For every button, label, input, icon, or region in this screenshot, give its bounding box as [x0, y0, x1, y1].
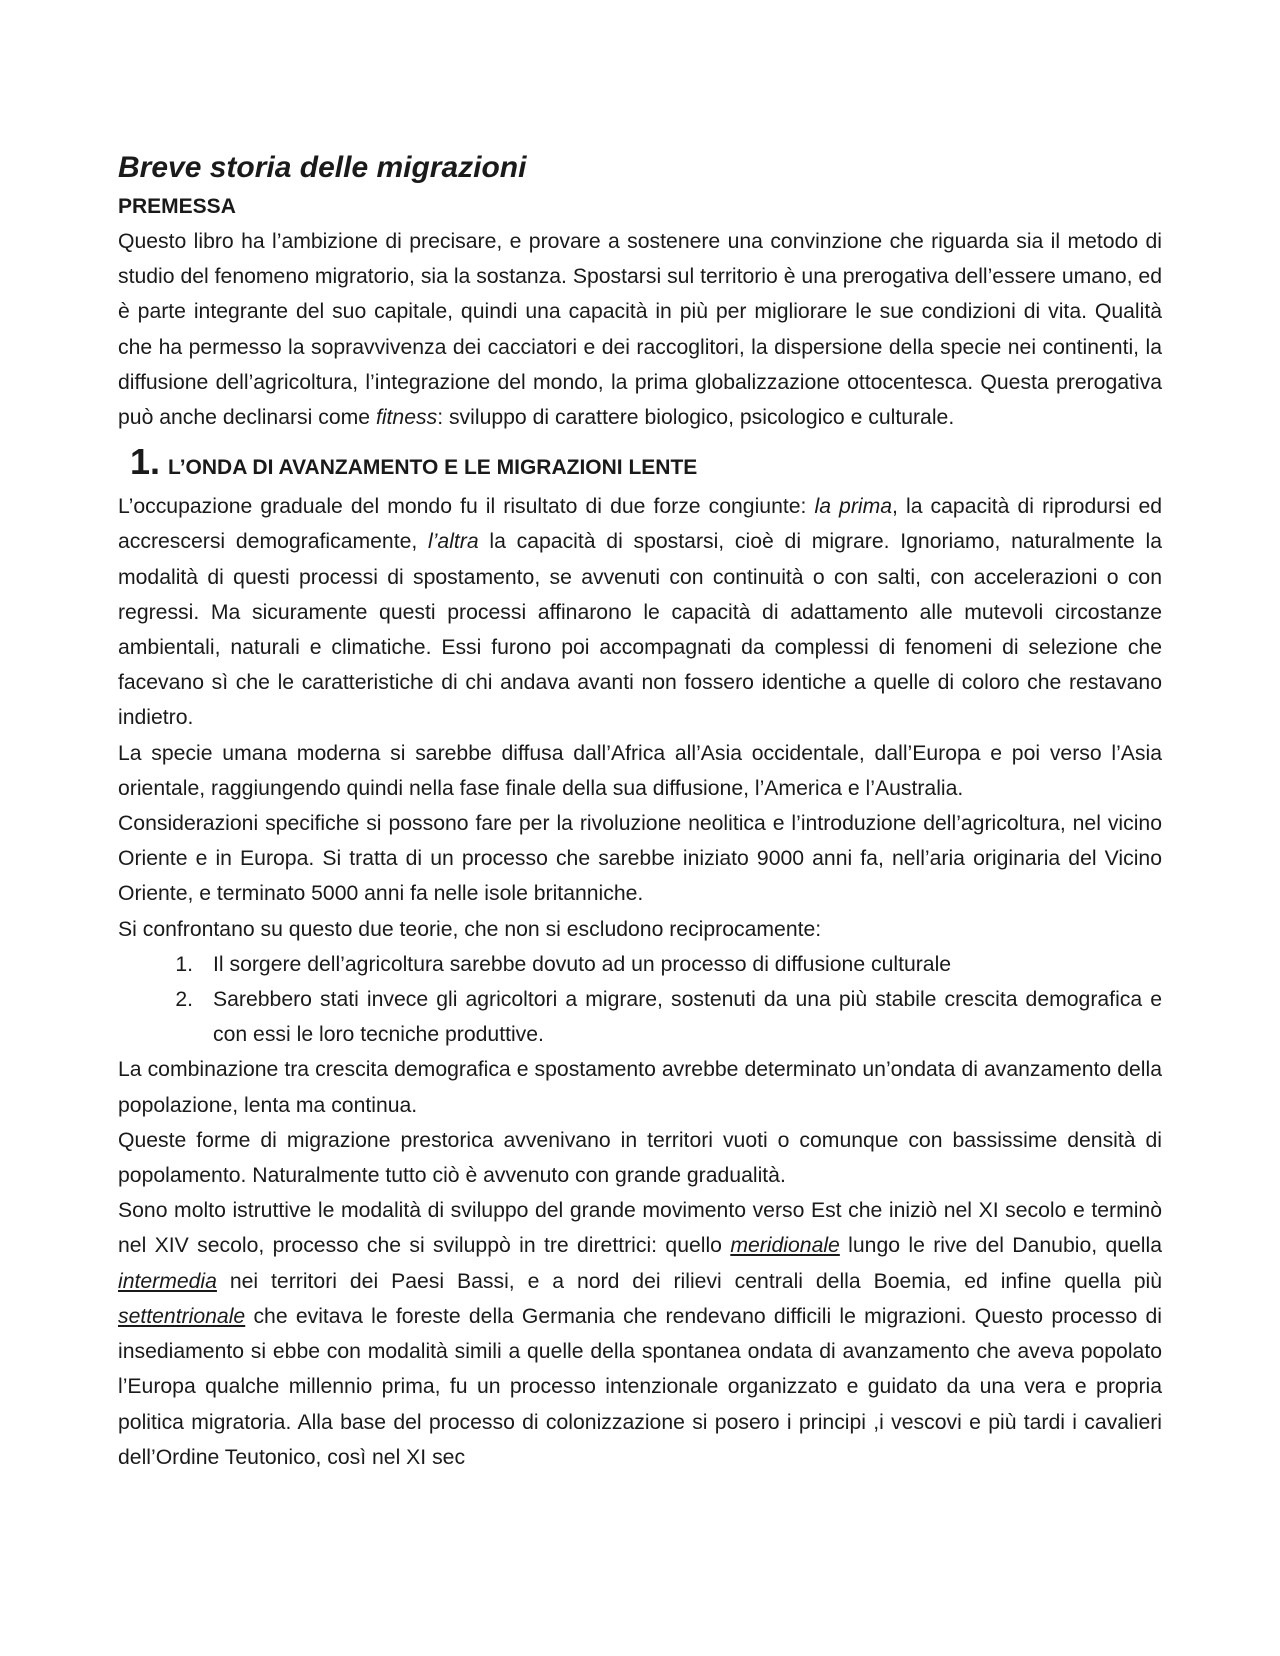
list-item-text: Il sorgere dell’agricoltura sarebbe dovuto ad un processo di diffusione culturale	[213, 952, 952, 976]
section-1-paragraph-2: La specie umana moderna si sarebbe diffusa dall’Africa all’Asia occidentale, dall’Europa e poi verso l’Asia orientale, raggiungendo quindi nella fase finale della sua diffusione, l’America e l’Australia.	[118, 741, 1162, 800]
list-item-number: 1.	[175, 952, 193, 976]
p1-text-a: L’occupazione graduale del mondo fu il risultato di due forze congiunte:	[118, 495, 815, 519]
section-1-number: 1.	[130, 441, 161, 483]
list-item-number: 2.	[175, 988, 193, 1012]
p7-text-a: Sono molto istruttive le modalità di sviluppo del grande movimento verso Est che iniziò nel XI secolo e terminò nel XIV secolo, processo che si sviluppò in tre direttrici: quello	[118, 1199, 1162, 1258]
intermedia-term: intermedia	[118, 1269, 217, 1293]
section-1-paragraph-5: La combinazione tra crescita demografica e spostamento avrebbe determinato un’ondata di avanzamento della popolazione, lenta ma continua.	[118, 1058, 1162, 1117]
section-1-paragraph-3: Considerazioni specifiche si possono fare per la rivoluzione neolitica e l’introduzione dell’agricoltura, nel vicino Oriente e in Europa. Si tratta di un processo che sarebbe iniziato 9000 anni fa, nell’aria originaria del Vicino Oriente, e terminato 5000 anni fa nelle isole britanniche.	[118, 812, 1162, 906]
premessa-heading: PREMESSA	[118, 195, 236, 218]
section-1-paragraph-7	[118, 1193, 1162, 1475]
premessa-text-2: : sviluppo di carattere biologico, psicologico e culturale.	[437, 406, 955, 430]
p1-text-c: la capacità di spostarsi, cioè di migrare. Ignoriamo, naturalmente la modalità di questi processi di spostamento, se avvenuti con continuità o con salti, con accelerazioni o con regressi. Ma sicuramente questi processi affinarono le capacità di adattamento alle mutevoli circostanze ambientali, naturali e climatiche. Essi furono poi accompagnati da complessi di fenomeni di selezione che facevano sì che le caratteristiche di chi andava avanti non fossero identiche a quelle di coloro che restavano indietro.	[118, 530, 1162, 730]
p1-laltra: l’altra	[428, 530, 479, 554]
settentrionale-term: settentrionale	[118, 1304, 246, 1328]
p1-text-b: , la capacità di riprodursi ed accrescersi demograficamente,	[118, 495, 1163, 554]
section-1-paragraph-6: Queste forme di migrazione prestorica avvenivano in territori vuoti o comunque con bassissime densità di popolamento. Naturalmente tutto ciò è avvenuto con grande gradualità.	[118, 1128, 1162, 1188]
section-1-paragraph-1	[118, 489, 1162, 735]
p7-text-b: lungo le rive del Danubio, quella	[839, 1234, 1162, 1258]
document-title: Breve storia delle migrazioni	[118, 151, 527, 184]
list-item	[118, 982, 1162, 1052]
meridionale-term: meridionale	[730, 1234, 840, 1258]
list-item	[118, 947, 1162, 982]
fitness-term: fitness	[375, 406, 438, 430]
premessa-text-1: Questo libro ha l’ambizione di precisare, e provare a sostenere una convinzione che riguarda sia il metodo di studio del fenomeno migratorio, sia la sostanza. Spostarsi sul territorio è una prerogativa dell’essere umano, ed è parte integrante del suo capitale, quindi una capacità in più per migliorare le sue condizioni di vita. Qualità che ha permesso la sopravvivenza dei cacciatori e dei raccoglitori, la dispersione della specie nei continenti, la diffusione dell’agricoltura, l’integrazione del mondo, la prima globalizzazione ottocentesca. Questa prerogativa può anche declinarsi come	[118, 230, 1162, 430]
theories-list	[118, 947, 1162, 1053]
list-item-text: Sarebbero stati invece gli agricoltori a migrare, sostenuti da una più stabile crescita demografica e con essi le loro tecniche produttive.	[213, 988, 1162, 1047]
p7-text-c: nei territori dei Paesi Bassi, e a nord dei rilievi centrali della Boemia, ed infine quella più	[216, 1269, 1162, 1293]
document-page	[118, 148, 1162, 1475]
p1-la-prima: la prima	[814, 495, 893, 519]
section-1-title: L’ONDA DI AVANZAMENTO E LE MIGRAZIONI LENTE	[168, 456, 698, 480]
section-1-paragraph-4: Si confrontano su questo due teorie, che non si escludono reciprocamente:	[118, 917, 822, 941]
section-1-heading	[130, 439, 1162, 485]
premessa-paragraph	[118, 224, 1162, 435]
p7-text-d: che evitava le foreste della Germania che rendevano difficili le migrazioni. Questo processo di insediamento si ebbe con modalità simili a quelle della spontanea ondata di avanzamento che aveva popolato l’Europa qualche millennio prima, fu un processo intenzionale organizzato e guidato da una vera e propria politica migratoria. Alla base del processo di colonizzazione si posero i principi ,i vescovi e più tardi i cavalieri dell’Ordine Teutonico, così nel XI sec	[118, 1304, 1162, 1469]
